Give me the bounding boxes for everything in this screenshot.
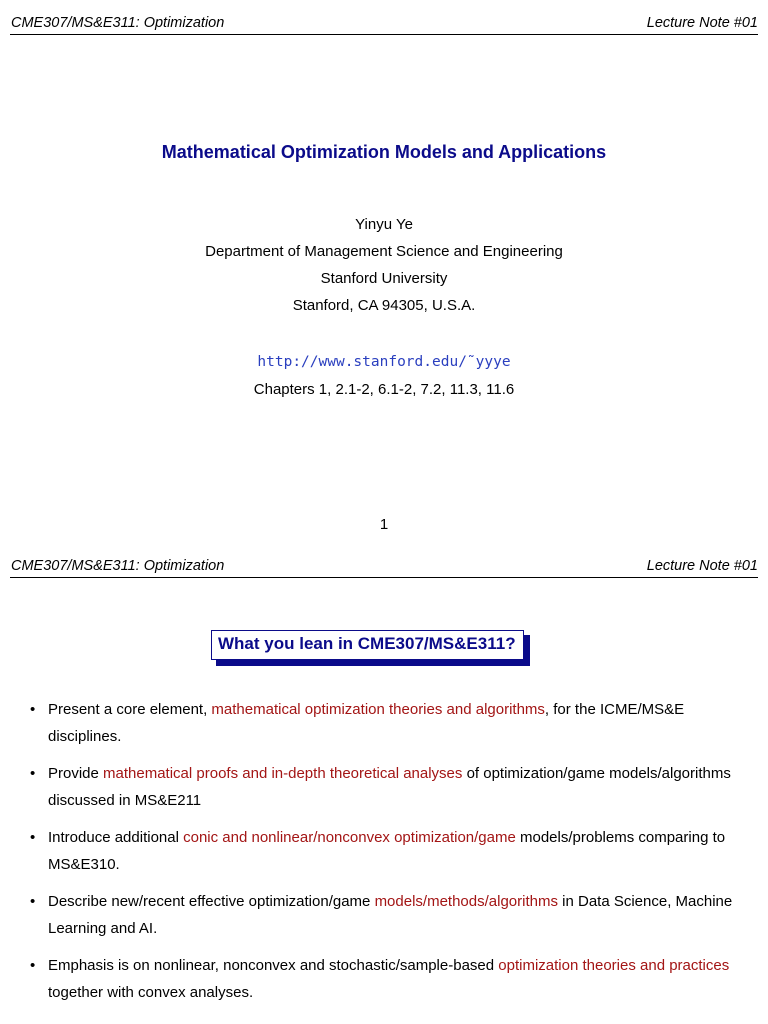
lecture-note-label: Lecture Note #01 xyxy=(646,558,758,574)
slide-header xyxy=(10,553,758,578)
slide-2 xyxy=(0,543,768,1024)
course-title: CME307/MS&E311: Optimization xyxy=(11,15,225,31)
course-title: CME307/MS&E311: Optimization xyxy=(11,558,225,574)
bullet-text: Present a core element, xyxy=(48,701,212,718)
page-number: 1 xyxy=(379,516,389,533)
bullet-text: in Data Science, Machine Learning and AI. xyxy=(48,893,733,937)
bullet-list xyxy=(30,696,758,1016)
list-item xyxy=(30,952,758,1006)
bullet-highlight: models/methods/algorithms xyxy=(374,893,558,910)
department: Department of Management Science and Engineering xyxy=(205,243,563,260)
bullet-icon: • xyxy=(30,957,36,974)
list-item xyxy=(30,824,758,878)
bullet-text: of optimization/game models/algorithms discussed in MS&E211 xyxy=(48,765,731,809)
bullet-highlight: optimization theories and practices xyxy=(498,957,730,974)
bullet-text: models/problems comparing to MS&E310. xyxy=(48,829,726,873)
bullet-text: Emphasis is on nonlinear, nonconvex and stochastic/sample-based xyxy=(48,957,499,974)
list-item xyxy=(30,760,758,814)
homepage-link[interactable]: http://www.stanford.edu/˜yyye xyxy=(257,354,511,370)
section-title-box xyxy=(211,630,524,660)
bullet-highlight: mathematical proofs and in-depth theoretical analyses xyxy=(103,765,463,782)
lecture-note-label: Lecture Note #01 xyxy=(646,15,758,31)
bullet-highlight: conic and nonlinear/nonconvex optimization/game xyxy=(183,829,516,846)
bullet-icon: • xyxy=(30,893,36,910)
address: Stanford, CA 94305, U.S.A. xyxy=(292,297,476,314)
bullet-highlight: mathematical optimization theories and algorithms xyxy=(211,701,545,718)
bullet-icon: • xyxy=(30,829,36,846)
section-title: What you lean in CME307/MS&E311? xyxy=(211,630,524,660)
bullet-text: Introduce additional xyxy=(48,829,184,846)
bullet-text: together with convex analyses. xyxy=(48,984,254,1001)
university: Stanford University xyxy=(320,270,448,287)
slide-header xyxy=(10,10,758,35)
author-block xyxy=(0,211,768,319)
list-item xyxy=(30,696,758,750)
bullet-icon: • xyxy=(30,701,36,718)
slide-title: Mathematical Optimization Models and Applications xyxy=(161,142,607,162)
chapters-text: Chapters 1, 2.1-2, 6.1-2, 7.2, 11.3, 11.6 xyxy=(253,381,515,398)
bullet-text: Provide xyxy=(48,765,104,782)
bullet-text: Describe new/recent effective optimization/game xyxy=(48,893,375,910)
bullet-text: , for the ICME/MS&E disciplines. xyxy=(48,701,685,745)
author-name: Yinyu Ye xyxy=(355,216,413,233)
bullet-icon: • xyxy=(30,765,36,782)
list-item xyxy=(30,888,758,942)
